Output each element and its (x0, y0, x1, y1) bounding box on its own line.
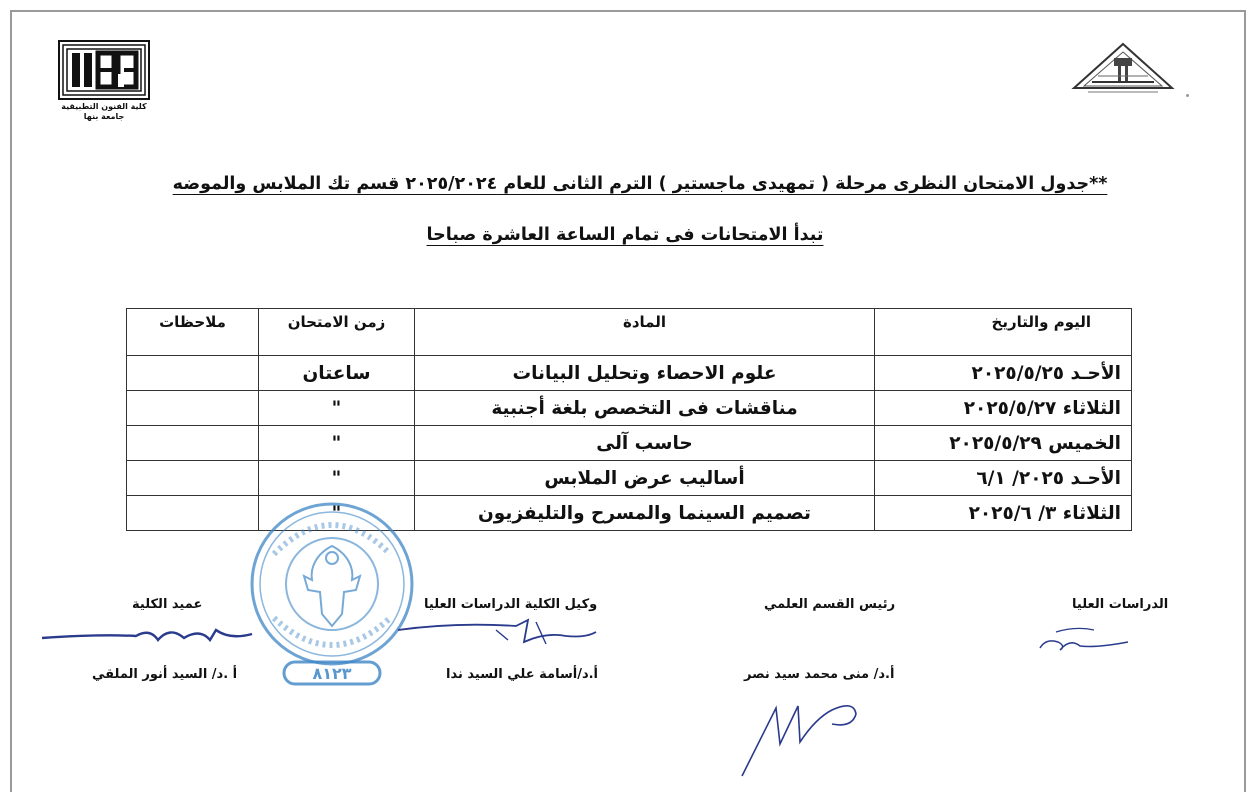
cell-notes (127, 391, 259, 426)
table-row (127, 461, 1132, 496)
header-subject: المادة (415, 309, 875, 356)
cell-day-date: الأحـد ٢٠٢٥/ ٦/١ (875, 461, 1132, 496)
cell-exam-time: " (259, 496, 415, 531)
cell-day-date: الثلاثاء ٣/ ٢٠٢٥/٦ (875, 496, 1132, 531)
faculty-seal-stamp (244, 494, 420, 674)
signature-title-vice-dean: وكيل الكلية الدراسات العليا (424, 597, 598, 612)
signature-name-vice-dean: أ.د/أسامة علي السيد ندا (446, 667, 599, 682)
signature-title-dept-head: رئيس القسم العلمي (764, 597, 896, 612)
signature-title-dean: عميد الكلية (132, 597, 203, 612)
document-subtitle: تبدأ الامتحانات فى تمام الساعة العاشرة صباحا (426, 225, 824, 245)
cell-subject: مناقشات فى التخصص بلغة أجنبية (415, 391, 875, 426)
signature-dean (40, 620, 256, 650)
university-emblem-icon (1068, 42, 1178, 98)
faculty-logo (58, 40, 150, 122)
header-day-date: اليوم والتاريخ (875, 309, 1132, 356)
cell-notes (127, 496, 259, 531)
cell-notes (127, 426, 259, 461)
cell-notes (127, 461, 259, 496)
cell-subject: تصميم السينما والمسرح والتليفزيون (415, 496, 875, 531)
signature-title-postgrad: الدراسات العليا (1072, 597, 1169, 612)
cell-subject: أساليب عرض الملابس (415, 461, 875, 496)
cell-day-date: الأحـد ٢٠٢٥/٥/٢٥ (875, 356, 1132, 391)
cell-day-date: الثلاثاء ٢٠٢٥/٥/٢٧ (875, 391, 1132, 426)
stamp-serial (282, 660, 382, 686)
table-row (127, 391, 1132, 426)
cell-exam-time: ساعتان (259, 356, 415, 391)
cell-subject: حاسب آلى (415, 426, 875, 461)
table-header-row (127, 309, 1132, 356)
signature-vice-dean (396, 612, 600, 652)
signature-name-dept-head: أ.د/ منى محمد سيد نصر (744, 667, 895, 682)
cell-day-date: الخميس ٢٠٢٥/٥/٢٩ (875, 426, 1132, 461)
header-exam-time: زمن الامتحان (259, 309, 415, 356)
scan-speck (1186, 94, 1189, 97)
faculty-logo-icon (58, 40, 150, 102)
cell-exam-time: " (259, 391, 415, 426)
university-logo (1068, 42, 1178, 98)
cell-subject: علوم الاحصاء وتحليل البيانات (415, 356, 875, 391)
university-logo-caption: جامعة بنها (83, 112, 125, 121)
table-row (127, 426, 1132, 461)
signature-name-dean: أ .د/ السيد أنور الملقي (92, 667, 238, 682)
signature-postgrad (1036, 618, 1132, 658)
signature-dept-head (736, 688, 866, 780)
header-notes: ملاحظات (127, 309, 259, 356)
faculty-logo-caption: كلية الفنون التطبيقية (61, 102, 147, 111)
document-title: **جدول الامتحان النظرى مرحلة ( تمهيدى ماجستير ) الترم الثانى للعام ٢٠٢٥/٢٠٢٤ قسم تك الملابس والموضه (172, 174, 1108, 194)
stamp-serial-number: ٨١٢٣ (312, 664, 352, 683)
cell-notes (127, 356, 259, 391)
cell-exam-time: " (259, 461, 415, 496)
cell-exam-time: " (259, 426, 415, 461)
table-row (127, 356, 1132, 391)
